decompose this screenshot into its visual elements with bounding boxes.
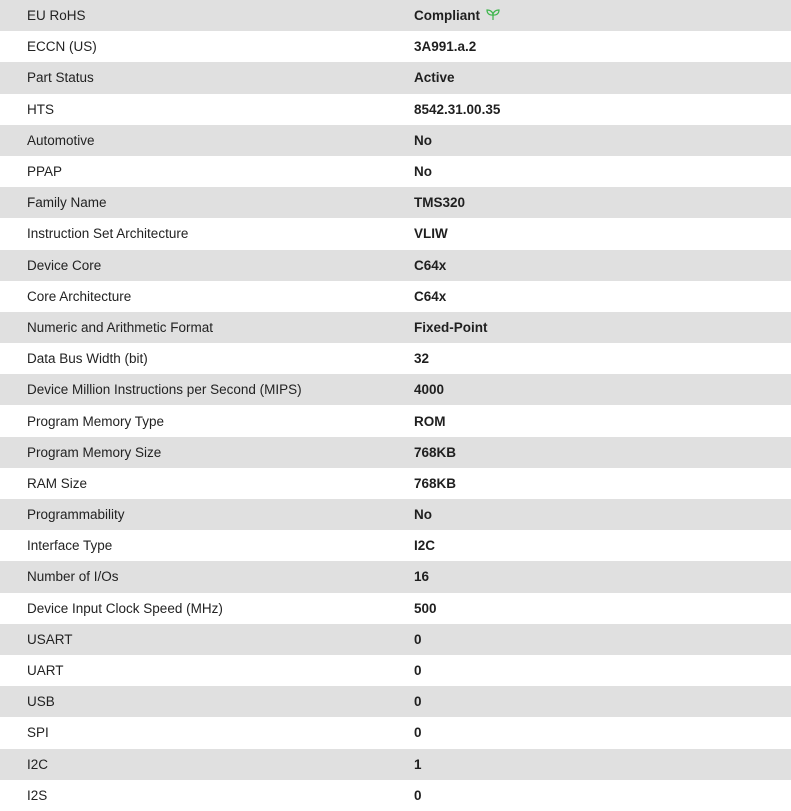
spec-name: Data Bus Width (bit) [27, 351, 148, 367]
spec-name: RAM Size [27, 475, 88, 491]
spec-row-uart [0, 655, 791, 686]
spec-row-mips [0, 374, 791, 405]
spec-value: 0 [414, 725, 422, 741]
spec-row-spi [0, 717, 791, 748]
spec-name: Number of I/Os [27, 569, 119, 585]
spec-value: 500 [414, 600, 437, 616]
spec-name: Instruction Set Architecture [27, 226, 189, 242]
spec-name: USART [27, 631, 73, 647]
spec-value: 32 [414, 351, 430, 367]
spec-row-number-of-ios [0, 561, 791, 592]
spec-name: PPAP [27, 164, 63, 180]
spec-value: 768KB [414, 444, 457, 460]
spec-row-program-memory-size [0, 437, 791, 468]
spec-name: Device Input Clock Speed (MHz) [27, 600, 223, 616]
spec-value: TMS320 [414, 195, 466, 211]
spec-name: I2S [27, 787, 48, 803]
spec-name: ECCN (US) [27, 39, 97, 55]
spec-row-eccn [0, 31, 791, 62]
spec-name: Device Core [27, 257, 102, 273]
spec-name: Part Status [27, 70, 94, 86]
spec-row-usart [0, 624, 791, 655]
spec-row-programmability [0, 499, 791, 530]
spec-row-ppap [0, 156, 791, 187]
spec-name: Numeric and Arithmetic Format [27, 319, 214, 335]
spec-name: Interface Type [27, 538, 113, 554]
spec-value: 4000 [414, 382, 445, 398]
spec-value: Active [414, 70, 455, 86]
spec-name: UART [27, 663, 64, 679]
spec-value: No [414, 132, 432, 148]
spec-name: Automotive [27, 132, 95, 148]
spec-name: Programmability [27, 507, 125, 523]
spec-name: USB [27, 694, 55, 710]
spec-value: 0 [414, 663, 422, 679]
spec-row-i2c [0, 749, 791, 780]
spec-value: No [414, 164, 432, 180]
spec-value: No [414, 507, 432, 523]
spec-row-usb [0, 686, 791, 717]
spec-value: C64x [414, 288, 447, 304]
spec-name: SPI [27, 725, 49, 741]
spec-name: Device Million Instructions per Second (MIPS) [27, 382, 302, 398]
spec-value: 16 [414, 569, 430, 585]
spec-row-program-memory-type [0, 405, 791, 436]
spec-value: Fixed-Point [414, 319, 488, 335]
spec-row-numeric-format [0, 312, 791, 343]
spec-name: Core Architecture [27, 288, 132, 304]
spec-row-eu-rohs [0, 0, 791, 31]
spec-name: HTS [27, 101, 54, 117]
spec-row-clock-speed [0, 593, 791, 624]
spec-value: 0 [414, 631, 422, 647]
spec-row-data-bus-width [0, 343, 791, 374]
spec-row-interface-type [0, 530, 791, 561]
leaf-icon [486, 9, 500, 21]
spec-row-isa [0, 218, 791, 249]
spec-value: 0 [414, 787, 422, 803]
spec-name: Program Memory Size [27, 444, 162, 460]
spec-name: Family Name [27, 195, 107, 211]
spec-value: I2C [414, 538, 436, 554]
spec-value-text: Compliant [414, 8, 480, 24]
spec-value: 3A991.a.2 [414, 39, 477, 55]
spec-value: ROM [414, 413, 446, 429]
spec-name: I2C [27, 756, 49, 772]
spec-row-device-core [0, 250, 791, 281]
spec-value: C64x [414, 257, 447, 273]
spec-value: 8542.31.00.35 [414, 101, 501, 117]
spec-value [414, 0, 791, 31]
spec-value: 1 [414, 756, 422, 772]
spec-value: 0 [414, 694, 422, 710]
spec-value: VLIW [414, 226, 448, 242]
spec-value: 768KB [414, 475, 457, 491]
spec-name: Program Memory Type [27, 413, 165, 429]
spec-name: EU RoHS [27, 8, 86, 24]
spec-row-automotive [0, 125, 791, 156]
spec-row-core-architecture [0, 281, 791, 312]
spec-row-i2s [0, 780, 791, 811]
spec-row-hts [0, 94, 791, 125]
spec-row-part-status [0, 62, 791, 93]
spec-row-family-name [0, 187, 791, 218]
spec-row-ram-size [0, 468, 791, 499]
